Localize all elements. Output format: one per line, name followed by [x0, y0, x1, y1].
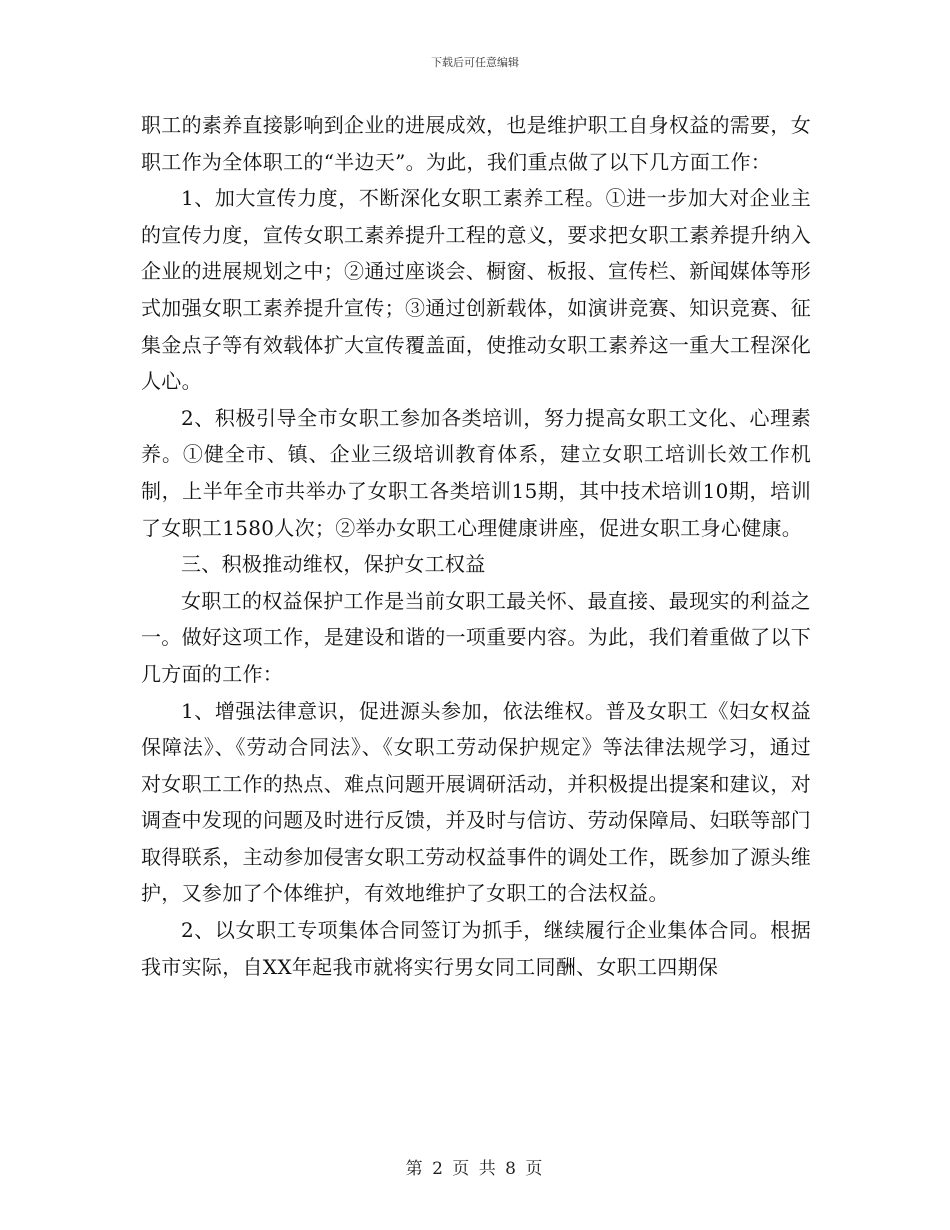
- paragraph-item-legal: 1、增强法律意识，促进源头参加，依法维权。普及女职工《妇女权益保障法》、《劳动合同法》、《女职工劳动保护规定》等法律法规学习，通过对女职工工作的热点、难点问题开展调研活动，并积极提出提案和建议，对调查中发现的问题及时进行反馈，并及时与信访、劳动保障局、妇联等部门取得联系，主动参加侵害女职工劳动权益事件的调处工作，既参加了源头维护，又参加了个体维护，有效地维护了女职工的合法权益。: [141, 698, 811, 906]
- paragraph-rights-intro: 女职工的权益保护工作是当前女职工最关怀、最直接、最现实的利益之一。做好这项工作，是建设和谐的一项重要内容。为此，我们着重做了以下几方面的工作：: [141, 588, 811, 686]
- paragraph-item-training: 2、积极引导全市女职工参加各类培训，努力提高女职工文化、心理素养。①健全市、镇、企业三级培训教育体系，建立女职工培训长效工作机制，上半年全市共举办了女职工各类培训15期，其中技术培训10期，培训了女职工1580人次；②举办女职工心理健康讲座，促进女职工身心健康。: [141, 405, 811, 540]
- section-heading-rights: 三、积极推动维权，保护女工权益: [181, 552, 486, 577]
- paragraph-item-contract: 2、以女职工专项集体合同签订为抓手，继续履行企业集体合同。根据我市实际，自XX年起我市就将实行男女同工同酬、女职工四期保: [141, 918, 811, 979]
- paragraph-intro: 职工的素养直接影响到企业的进展成效，也是维护职工自身权益的需要，女职工作为全体职工的“半边天”。为此，我们重点做了以下几方面工作：: [141, 113, 811, 174]
- page-number-footer: 第 2 页 共 8 页: [405, 1159, 545, 1179]
- document-body: [141, 107, 811, 985]
- page-header-note: 下载后可任意编辑: [431, 56, 519, 69]
- paragraph-item-publicity: 1、加大宣传力度，不断深化女职工素养工程。①进一步加大对企业主的宣传力度，宣传女职工素养提升工程的意义，要求把女职工素养提升纳入企业的进展规划之中；②通过座谈会、橱窗、板报、宣传栏、新闻媒体等形式加强女职工素养提升宣传；③通过创新载体，如演讲竞赛、知识竞赛、征集金点子等有效载体扩大宣传覆盖面，使推动女职工素养这一重大工程深化人心。: [141, 186, 811, 394]
